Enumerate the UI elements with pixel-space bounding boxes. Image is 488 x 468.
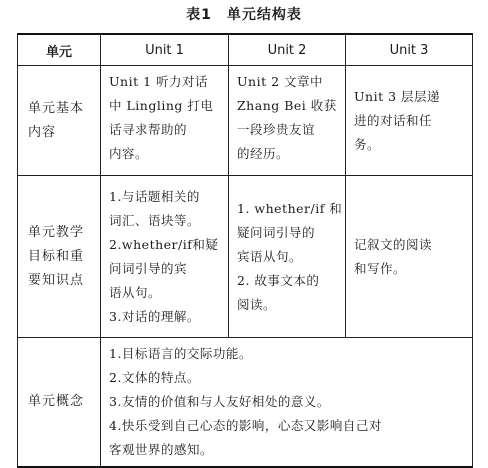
row-label-teaching-goals xyxy=(18,176,101,338)
header-unit-3: Unit 3 xyxy=(346,34,473,66)
text-line: 单元教学 xyxy=(28,224,85,240)
text-line: Unit 1 听力对话 xyxy=(109,74,209,89)
text-line: 中 Lingling 打电 xyxy=(109,98,214,113)
table-row-concepts xyxy=(18,338,473,468)
cell-unit2-goals xyxy=(229,176,346,338)
cell-unit3-content xyxy=(346,66,473,176)
text-line: 要知识点 xyxy=(28,272,85,288)
cell-unit1-content xyxy=(101,66,229,176)
text-line: 2. 故事文本的 xyxy=(237,272,320,288)
header-unit-1: Unit 1 xyxy=(101,34,229,66)
text-line: 4.快乐受到自己心态的影响，心态又影响自己对 xyxy=(109,418,382,433)
cell-unit-concepts xyxy=(101,338,473,468)
cell-unit2-content xyxy=(229,66,346,176)
table-title: 表1 单元结构表 xyxy=(186,7,302,23)
text-line: 3.友情的价值和与人友好相处的意义。 xyxy=(109,394,330,409)
text-line: 客观世界的感知。 xyxy=(109,442,214,457)
text-line: Unit 2 文章中 xyxy=(237,74,324,89)
text-line: 记叙文的阅读 xyxy=(354,236,433,252)
text-line: Zhang Bei 收获 xyxy=(237,98,337,113)
text-line: 1.目标语言的交际功能。 xyxy=(109,346,252,361)
row-label-concepts: 单元概念 xyxy=(18,338,101,468)
text-line: 语从句。 xyxy=(109,284,162,300)
text-line: 内容。 xyxy=(109,146,149,161)
text-line: 一段珍贵友谊 xyxy=(237,122,316,137)
text-line: 目标和重 xyxy=(28,248,85,264)
text-line: 词汇、语块等。 xyxy=(109,212,201,228)
text-line: 疑问词引导的 xyxy=(237,224,316,240)
text-line: 进的对话和任 xyxy=(354,112,433,128)
table-row-basic-content xyxy=(18,66,473,176)
cell-unit3-goals xyxy=(346,176,473,338)
header-row xyxy=(18,34,473,66)
text-line: 和写作。 xyxy=(354,260,407,276)
text-line: 阅读。 xyxy=(237,296,277,312)
cell-unit1-goals xyxy=(101,176,229,338)
row-label-basic-content xyxy=(18,66,101,176)
text-line: 1.与话题相关的 xyxy=(109,188,200,204)
header-unit: 单元 xyxy=(18,34,101,66)
text-line: Unit 3 层层递 xyxy=(354,88,441,104)
text-line: 内容 xyxy=(28,124,57,140)
text-line: 务。 xyxy=(354,136,381,152)
text-line: 宾语从句。 xyxy=(237,248,303,264)
text-line: 2.whether/if和疑 xyxy=(109,236,219,252)
text-line: 的经历。 xyxy=(237,146,290,161)
text-line: 2.文体的特点。 xyxy=(109,370,200,385)
text-line: 1. whether/if 和 xyxy=(237,200,343,216)
header-unit-2: Unit 2 xyxy=(229,34,346,66)
text-line: 单元基本 xyxy=(28,100,85,116)
text-line: 话寻求帮助的 xyxy=(109,122,188,137)
unit-structure-table xyxy=(17,33,473,468)
text-line: 问词引导的宾 xyxy=(109,260,188,276)
text-line: 3.对话的理解。 xyxy=(109,308,200,324)
table-row-teaching-goals xyxy=(18,176,473,338)
